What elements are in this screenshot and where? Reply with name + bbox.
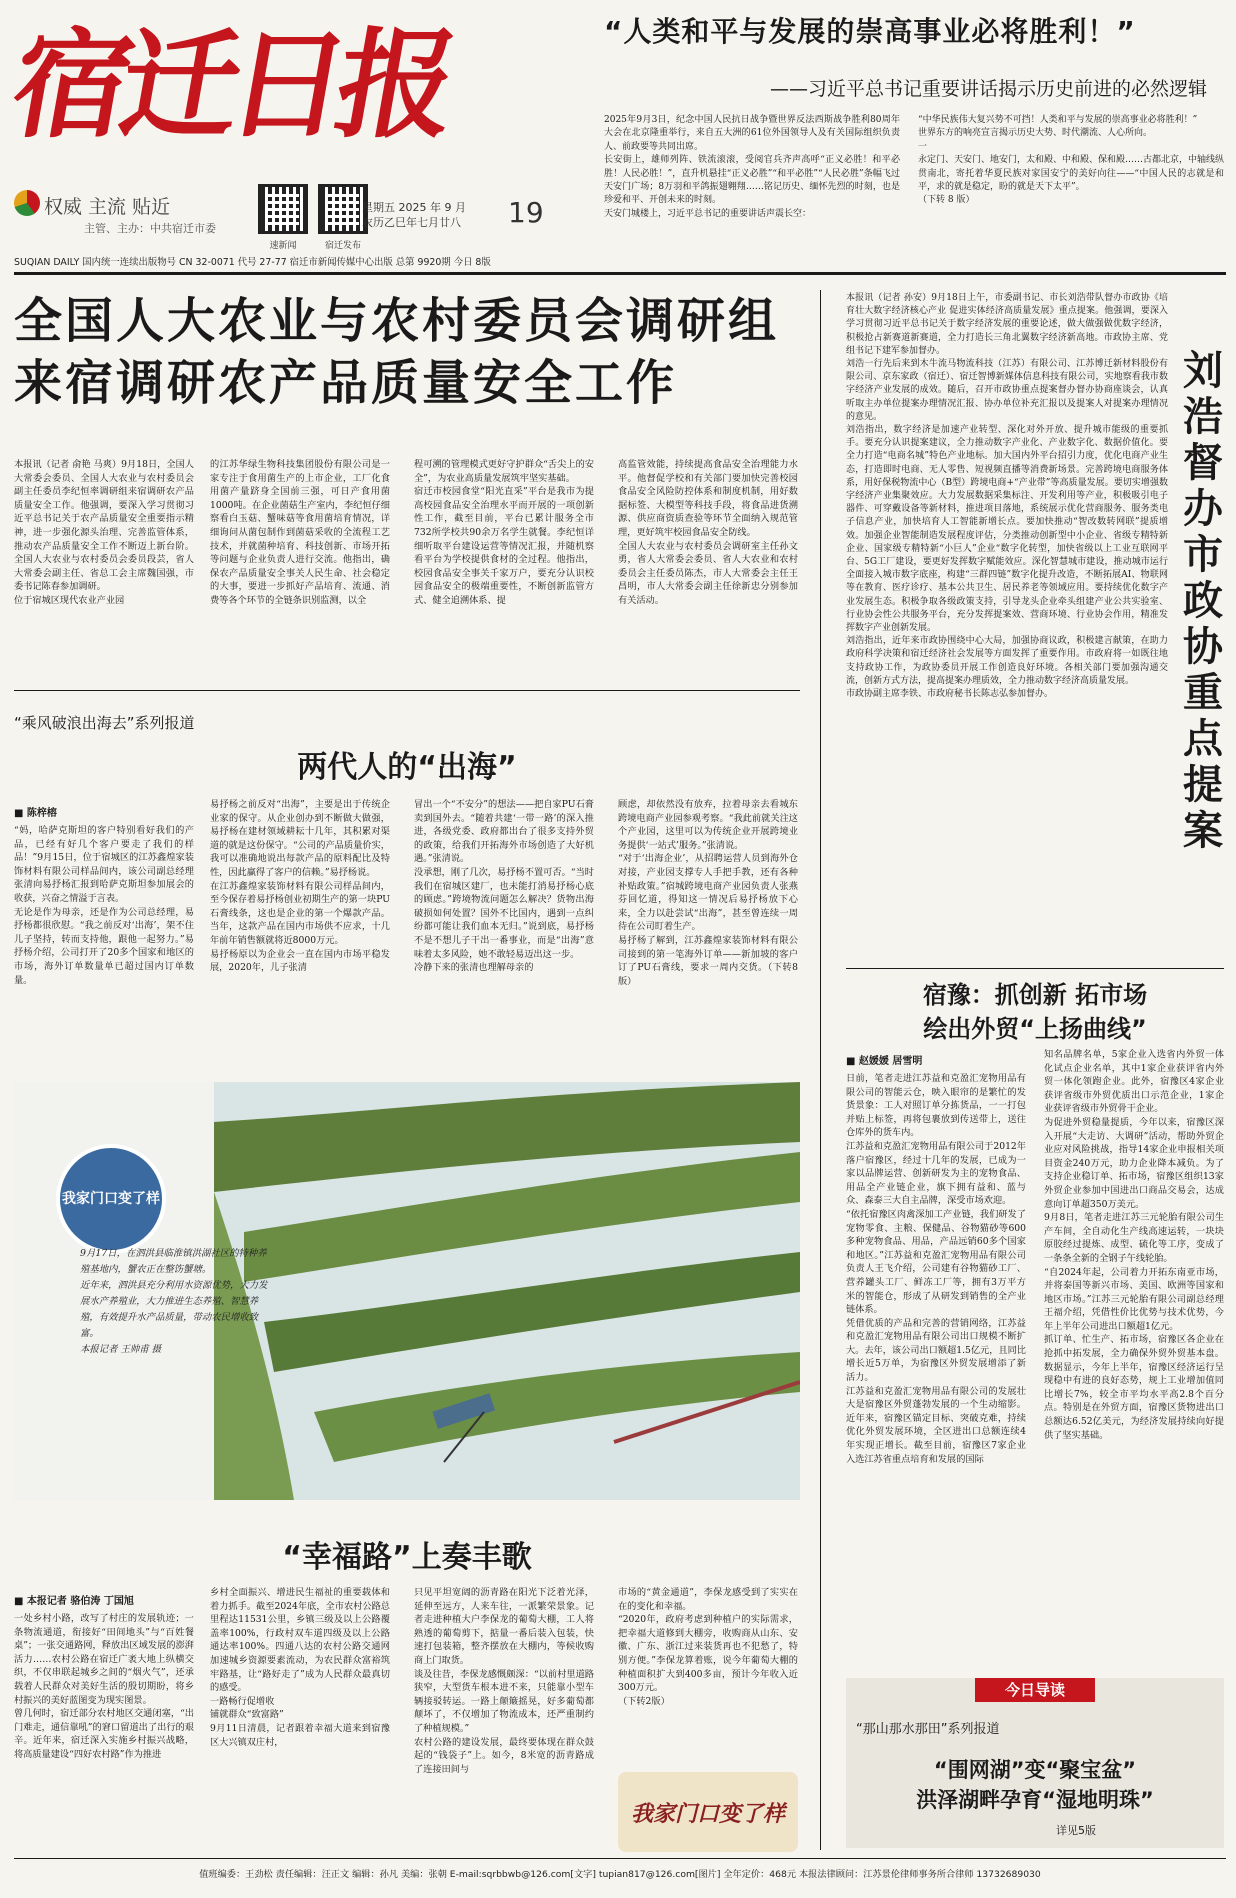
export-headline: 两代人的“出海” [297, 750, 517, 785]
lunar-date: 农历乙巳年七月廿八 [362, 216, 461, 229]
lead-col2[interactable]: 的江苏华绿生物科技集团股份有限公司是一家专注于食用菌生产的上市企业，工厂化食用菌产量跻身全国前三强，可日产食用菌1000吨。在企业菌菇生产室内，李纪恒仔细察看白玉菇、蟹味菇等食用菌培育情况，详细询问从菌包制作到菌菇采收的全流程工艺技术，并就菌种培育、科技创新、市场开拓等问题与企业负责人进行交流。他指出，确保农产品质量安全事关人民生命、社会稳定的大事，要进一步抓好产品培育、流通、消费等各个环节的全链条识别监测，以全 [210, 459, 390, 606]
info-bar: SUQIAN DAILY 国内统一连续出版物号 CN 32-0071 代号 27-77 宿迁市新闻传媒中心出版 总第 9920期 今日 8版 [14, 257, 491, 268]
qr-code-1[interactable] [258, 184, 308, 234]
lead-col1[interactable]: 本报讯（记者 俞艳 马爽）9月18日，全国人大常委会委员、全国人大农业与农村委员会副主任委员李纪恒率调研组来宿调研农产品质量安全工作。他强调，要深入学习贯彻习近平总书记关于农产品质量安全重要指示精神，进一步强化源头治理、完善监管体系，推动农产品质量安全工作不断迈上新台阶。全国人大农业与农村委员会委员段芸，省人大常委会副主任、省总工会主席魏国强，市委书记陈春参加调研。 位于宿城区现代农业产业园 [14, 459, 194, 606]
export-col4[interactable]: 顾虑，却依然没有放弃，拉着母亲去看城东跨境电商产业园参观考察。“我此前就关注这个产业园，这里可以为传统企业开展跨境业务提供‘一站式’服务。”张清说。 “对于‘出海企业’，从招聘运营人员到海外仓对接，产业园支撑专人手把手教，还有各种补贴政策。”宿城跨境电商产业园负责人张燕芬回忆道，得知这一情况后易抒杨放下心来，全力以赴尝试“出海”，甚至曾连续一周待在公司盯着生产。 易抒杨了解到，江苏鑫煌家装饰材料有限公司接到的第一笔海外订单——新加坡的客户订了PU石膏线，要求一周内交货。（下转8版） [618, 799, 798, 987]
qr-code-2[interactable] [318, 184, 368, 234]
footer: 值班编委：王劲松 责任编辑：汪正文 编辑：孙凡 美编：张朝 E-mail:sqrbbwb@126.com[文字] tupian817@126.com[图片] 全年定价：468元 本报法律顾问：江苏景伦律师事务所合律师 13732689030 [199, 1869, 1041, 1880]
lead-col3[interactable]: 程可溯的管理模式更好守护群众“舌尖上的安全”，为农业高质量发展筑牢坚实基础。 宿迁市校园食堂“阳光直采”平台是我市为提高校园食品安全治理水平而开展的一项创新性工作，截至目前，平台已累计服务全市732所学校共90余万名学生就餐。李纪恒详细听取平台建设运营等情况汇报，并随机察看平台为学校提供食材的全过程。他指出，校园食品安全事关千家万户，要充分认识校园食品安全的极端重要性，不断创新监管方式、健全追溯体系、提 [414, 459, 594, 606]
export-col2[interactable]: 易抒杨之前反对“出海”，主要是出于传统企业家的保守。从企业创办到不断做大做强，易抒杨在建材领域耕耘十几年，其积累对渠道的就是这份保守。“公司的产品质量价实，我可以准确地说出每款产品的原料配比及特性，因此赢得了客户的信赖。”易抒杨说。 在江苏鑫煌家装饰材料有限公司样品间内，至今保存着易抒杨创业初期生产的第一块PU石膏线条，这也是企业的第一个爆款产品。当年，这款产品在国内市场供不应求，十几年前年销售额就将近8000万元。 易抒杨原以为企业会一直在国内市场平稳发展，2020年，儿子张清 [210, 799, 390, 974]
road-col3[interactable]: 只见平坦宽阔的沥青路在阳光下泛着光泽，延伸至远方，人来车往，一派繁荣景象。记者走进种植大户李保龙的葡萄大棚，工人将熟透的葡萄剪下，掂量一番后装入包装，快速打包装箱，整齐摆放在大棚内，等候收购商上门取货。 谈及往昔，李保龙感慨颇深：“以前村里道路狭窄，大型货车根本进不来，只能靠小型车辆接驳转运。一路上颠簸摇晃，好多葡萄都颠坏了，不仅增加了物流成本，还严重制约了种植规模。” 农村公路的建设发展，最终要体现在群众鼓起的“钱袋子”上。如今，8米宽的沥青路成了连接田间与 [414, 1587, 594, 1775]
export-col1[interactable]: “妈，哈萨克斯坦的客户特别看好我们的产品，已经有好几个客户要走了我们的样品！”9月15日，位于宿城区的江苏鑫煌家装饰材料有限公司样品间内，该公司副总经理张清向易抒杨汇报到哈萨克斯坦参加展会的收获，兴奋之情溢于言表。 无论是作为母亲，还是作为公司总经理，易抒杨都很欣慰。“我之前反对‘出海’，架不住儿子坚持，转而支持他，跟他一起努力。”易抒杨介绍，公司打开了20多个国家和地区的市场，海外订单数量单已超过国内订单数量。 [14, 825, 194, 986]
suyu-col2[interactable]: 知名品牌名单，5家企业入选省内外贸一体化试点企业名单，其中1家企业获评省内外贸一体化领跑企业。此外，宿豫区4家企业获评省级市外贸优质出口示范企业，1家企业获评省级市外贸骨干企业。 为促进外贸稳量提质，今年以来，宿豫区深入开展“大走访、大调研”活动，帮助外贸企业应对风险挑战，指导14家企业申报相关项目资金240万元，助力企业降本减负。为了支持企业稳订单、拓市场，宿豫区组织13家外贸企业参加中国进出口商品交易会，达成意向订单超350万美元。 9月8日，笔者走进江苏三元轮胎有限公司生产车间，全自动化生产线高速运转，一块块原胶经过提炼、成型、硫化等工序，变成了一条条全新的全钢子午线轮胎。 “自2024年起，公司着力开拓东南亚市场，并将泰国等新兴市场、美国、欧洲等国家和地区市场。”江苏三元轮胎有限公司副总经理王福介绍，凭借性价比优势与技术优势，今年上半年公司进出口额超1亿元。 抓订单、忙生产、拓市场，宿豫区各企业在抢抓中拓发展，全力确保外贸外贸基本盘。数据显示，今年上半年，宿豫区经济运行呈现稳中有进的良好态势，规上工业增加值同比增长7%，较全市平均水平高2.8个百分点。特别是在外贸方面，宿豫区货物进出口总额达6.52亿美元，为经济发展持续向好提供了坚实基础。 [1044, 1049, 1224, 1441]
road-badge-text: 我家门口变了样 [630, 1800, 785, 1827]
suyu-col1[interactable]: 日前，笔者走进江苏益和克盈汇宠物用品有限公司的智能云仓，映入眼帘的是繁忙的发货景象：工人对照订单分拣货品，一一打包并贴上标签，再将包裹放到传送带上，送往仓库外的货车内。 江苏益和克盈汇宠物用品有限公司于2012年落户宿豫区，经过十几年的发展，已成为一家以品牌运营、创新研发为主的宠物食品、用品全产业链企业，旗下拥有益和、蓝与众、森泰三大自主品牌，深受市场欢迎。 “依托宿豫区肉禽深加工产业链，我们研发了宠物零食、主粮、保健品、谷物猫砂等600多种宠物食品、用品，产品远销60多个国家和地区。”江苏益和克盈汇宠物用品有限公司负责人王飞介绍，公司建有谷物猫砂工厂、营养罐头工厂、鲜冻工厂等，拥有3万平方米的智能仓，形成了从研发到销售的全产业链体系。 凭借优质的产品和完善的营销网络，江苏益和克盈汇宠物用品有限公司出口规模不断扩大。去年，该公司出口额超1.5亿元，且同比增长近5万单，为宿豫区外贸发展增添了新活力。 江苏益和克盈汇宠物用品有限公司的发展壮大是宿豫区外贸蓬勃发展的一个生动缩影。近年来，宿豫区锚定目标、突破克难，持续优化外贸发展环境，全区进出口总额连续4年实现正增长。截至目前，宿豫区7家企业入选江苏省重点培育和发展的国际 [846, 1073, 1026, 1465]
guide-title-1[interactable]: “围网湖”变“聚宝盆” [933, 1758, 1137, 1782]
sponsor: 主管、主办：中共宿迁市委 [84, 222, 216, 235]
road-col2[interactable]: 乡村全面振兴、增进民生福祉的重要载体和着力抓手。截至2024年底，全市农村公路总里程达11531公里，乡镇三级及以上公路覆盖率100%，行政村双车道四级及以上公路通达率100%。四通八达的农村公路交通网加速城乡资源要素流动，为农民群众富裕筑牢路基，让“路好走了”成为人民群众最真切的感受。 一路畅行促增收 铺就群众“致富路” 9月11日清晨，记者跟着幸福大道来到宿豫区大兴镇双庄村， [210, 1587, 390, 1748]
today-guide-box[interactable] [846, 1678, 1224, 1848]
suyu-headline: 宿豫：抓创新 拓市场 绘出外贸“上扬曲线” [922, 981, 1148, 1043]
masthead-rule [14, 272, 1226, 275]
top-quote-subhead: ——习近平总书记重要讲话揭示历史前进的必然逻辑 [770, 78, 1208, 100]
day-number: 19 [508, 196, 544, 229]
top-quote-headline: “人类和平与发展的崇高事业必将胜利！” [604, 15, 1136, 48]
lead-headline: 全国人大农业与农村委员会调研组 来宿调研农产品质量安全工作 [14, 293, 780, 411]
export-series: “乘风破浪出海去”系列报道 [14, 714, 195, 732]
road-badge [618, 1772, 798, 1852]
guide-series: “那山那水那田”系列报道 [856, 1722, 1000, 1737]
footer-rule [14, 1858, 1226, 1859]
divider [846, 968, 1224, 969]
suyu-byline: ■ 赵媛媛 居雪明 [846, 1056, 923, 1067]
side-headline: 刘浩督办市政协重点提案 [1183, 348, 1223, 854]
divider [14, 690, 800, 691]
guide-title-2[interactable]: 洪泽湖畔孕育“湿地明珠” [916, 1788, 1154, 1812]
export-col3[interactable]: 冒出一个“不安分”的想法——把自家PU石膏卖到国外去。“随着共建‘一带一路’的深入推进，各级党委、政府都出台了很多支持外贸的政策，给我们开拓海外市场创造了大好机遇。”张清说。 没承想，刚了几次，易抒杨不置可否。“当时我们在宿城区建厂，也未能打消易抒杨心底的顾虑。”跨境物流问题怎么解决？货物出海破损如何处置？国外不比国内，遇到一点纠纷都可能让我们血本无归。”说到底，易抒杨不是不想儿子干出一番事业，而是“出海”意味着太多风险，她不敢轻易迈出这一步。 冷静下来的张清也理解母亲的 [414, 799, 594, 974]
road-col4[interactable]: 市场的“黄金通道”，李保龙感受到了实实在在的变化和幸福。 “2020年，政府考虑到种植户的实际需求，把幸福大道修到大棚旁，收购商从山东、安徽、广东、浙江过来装货再也不犯愁了，特别方便。”李保龙算着账，说今年葡萄大棚的种植面积扩大到400多亩，预计今年收入近300万元。 （下转2版） [618, 1587, 798, 1707]
top-article-col2[interactable]: “中华民族伟大复兴势不可挡！人类和平与发展的崇高事业必将胜利！” 世界东方的响亮宣言揭示历史大势、时代潮流、人心所向。 一 永定门、天安门、地安门，太和殿、中和殿、保和殿……古都北京，中轴线纵贯南北，寄托着华夏民族对家国安宁的美好向往——“中国人民的志就是和平，求的就是稳定，盼的就是天下太平”。 （下转 8 版） [918, 115, 1224, 206]
qr-label-2: 宿迁发布 [324, 241, 361, 251]
qr-label-1: 速新闻 [269, 241, 297, 251]
lead-col4[interactable]: 高监管效能，持续提高食品安全治理能力水平。他督促学校和有关部门要加快完善校园食品安全风险防控体系和制度机制，用好数据标签、大模型等科技手段，将食品进货溯源、供应商资质查验等环节全面纳入规范管理，更好筑牢校园食品安全防线。 全国人大农业与农村委员会调研室主任孙文勇，省人大常委会委员、省人大农业和农村委员会主任委员陈杰，市人大常委会主任王昌明，市人大常委会副主任徐新忠分别参加有关活动。 [618, 459, 798, 606]
date-box [362, 200, 466, 230]
photo-caption: 9月17日，在泗洪县临淮镇洪湖社区的特种养殖基地内，蟹农正在整饬蟹塘。 近年来，泗洪县充分利用水资源优势，大力发展水产养殖业，大力推进生态养殖、智慧养殖，有效提升水产品质量，带动农民增收致富。 本报记者 王帅甫 摄 [80, 1248, 268, 1355]
side-article[interactable]: 本报讯（记者 孙安）9月18日上午，市委副书记、市长刘浩带队督办市政协《培育壮大数字经济核心产业 促进实体经济高质量发展》重点提案。他强调，要深入学习贯彻习近平总书记关于数字经济发展的重要论述，做大做强做优数字经济，积极抢占新赛道新赛道，全力打造长三角北翼数字经济新高地。市政协主席、党组书记下建军参加督办。 刘浩一行先后来到木牛流马物流科技（江苏）有限公司、江苏博迁新材料股份有限公司、京东家政（宿迁）、宿迁智博新媒体信息科技有限公司，实地察看我市数字经济产业发展的成效。随后，召开市政协重点提案督办督办协商座谈会，认真听取主办单位提案办理情况汇报、协办单位补充汇报以及提案人对提案办理情况的意见。 刘浩指出，数字经济是加速产业转型、深化对外开放、提升城市能级的重要抓手。要充分认识提案建议，全力推动数字产业化、产业数字化、数据价值化。要全力打造“电商名城”特色产业地标。加大国内外平台招引力度，优化电商产业生态，打造即时电商、无人零售、短视频直播等消费新场景。完善跨境电商服务体系，用好保税物流中心（B型）跨境电商+“产业带”等高质量发展。要切实增强数字经济产业集聚效应。大力发展数据采集标注、开发利用等产业，积极吸引电子器件、可穿戴设备等新材料，推进项目落地，系统展示优化营商服务、服务类电子信息产业，加快培育人工智能新增长点。要加快推动“智改数转网联”提质增效。加强企业智能制造发展程度评估，分类推动创新型中小企业、省级专精特新企业、国家级专精特新“小巨人”企业“数字化转型，加快省级以上工业互联网平台、5G工厂建设，要更好发挥数字赋能效应。深化智慧城市建设，推动城市运行全面接入城市数字底座，构建“三群四链”数字化提升改造，不断拓展AI、物联网等在教育、医疗诊疗、基本公共卫生、居民养老等领域应用。要持续优化数字产业发展生态。积极争取各级政策支持，引导龙头企业牵头组建产业公共实验室、行业协会性公共服务平台，充分发挥提案效、营商环境、行业协会作用，精准发挥数字产业创新发展。 刘浩指出，近年来市政协围绕中心大局，加强协商议政，积极建言献策，在助力政府科学决策和宿迁经济社会发展等方面发挥了重要作用。市政府将一如既往地支持政协工作，为政协委员开展工作创造良好环境。各相关部门要加强沟通交流，创新方式方法，提高提案办理质效，全力推动数字经济高质量发展。 市政协副主席李铁、市政府秘书长陈志弘参加督办。 [846, 293, 1168, 700]
masthead-logo: 宿迁日报 [1, 15, 459, 154]
road-col1[interactable]: 一处乡村小路，改写了村庄的发展轨迹；一条物流通道，衔接好“田间地头”与“百姓餐桌”；一张交通路网，释放出区域发展的澎湃活力……农村公路在宿迁广袤大地上纵横交织，不仅串联起城乡之间的“烟火气”，还承载着人民群众对美好生活的殷切期盼，将乡村振兴的美好蓝图变为现实图景。 曾几何时，宿迁部分农村地区交通闭塞，“出门难走，通信靠吼”的窘口留道出了出行的艰辛。近年来，宿迁深入实施乡村振兴战略，将高质量建设“四好农村路”作为推进 [14, 1613, 194, 1760]
road-byline: ■ 本报记者 骆伯涛 丁国旭 [14, 1596, 134, 1607]
export-byline: ■ 陈梓榕 [14, 808, 57, 819]
photo-badge [56, 1144, 166, 1254]
top-article-col1[interactable]: 2025年9月3日，纪念中国人民抗日战争暨世界反法西斯战争胜利80周年大会在北京隆重举行，来自五大洲的61位外国领导人及有关国际组织负责人、前政要等共同出席。 长安街上，雄师列阵、铁流滚滚，受阅官兵齐声高呼“正义必胜！和平必胜！人民必胜！”，直升机悬挂“正义必胜”“和平必胜”“人民必胜”条幅飞过天安门广场；8万羽和平鸽振翅翱翔……铭记历史、缅怀先烈的时刻，也是珍爱和平、开创未来的时刻。 天安门城楼上，习近平总书记的重要讲话声震长空： [604, 115, 900, 219]
logo-emblem [14, 190, 40, 216]
weekday: 星期五 2025 年 9 月 [362, 201, 466, 214]
column-divider [820, 290, 821, 1850]
photo-badge-text: 我家门口变了样 [62, 1191, 160, 1207]
guide-more[interactable]: 详见5版 [1056, 1824, 1096, 1837]
road-headline: “幸福路”上奏丰歌 [282, 1540, 532, 1575]
guide-label: 今日导读 [975, 1678, 1095, 1702]
slogan: 权威 主流 贴近 [44, 196, 171, 218]
